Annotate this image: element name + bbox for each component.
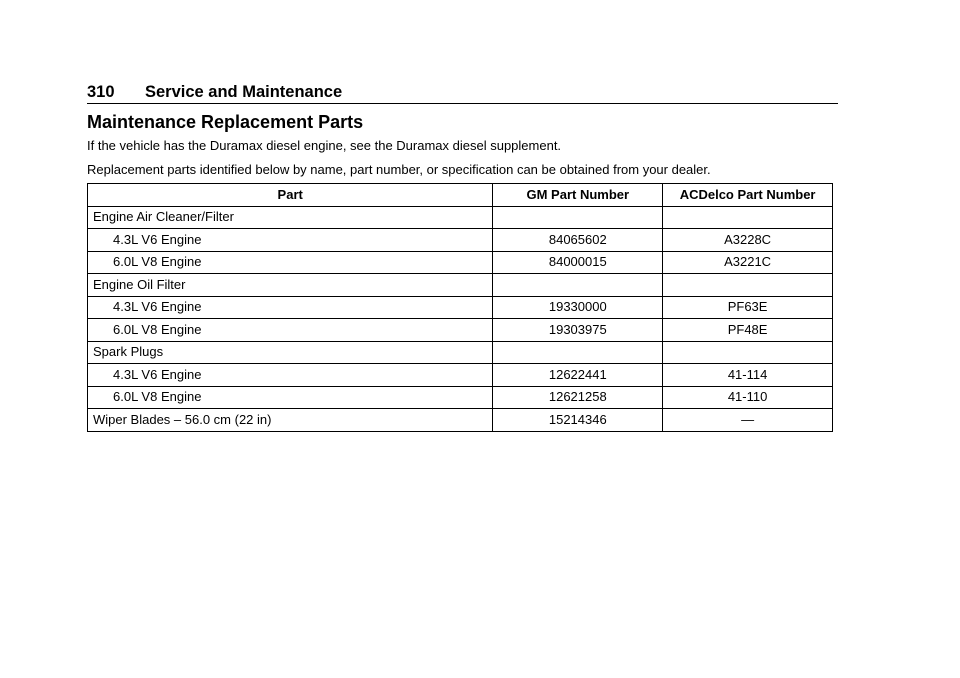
gm-part-number: 84000015 [493, 251, 663, 274]
acdelco-part-number: 41-110 [663, 386, 833, 409]
part-name: Wiper Blades – 56.0 cm (22 in) [88, 409, 493, 432]
part-name: 4.3L V6 Engine [88, 364, 493, 387]
header-part: Part [88, 184, 493, 207]
page-number: 310 [87, 83, 115, 101]
acdelco-part-number [663, 341, 833, 364]
table-row [88, 364, 833, 387]
part-name: 4.3L V6 Engine [88, 229, 493, 252]
table-row [88, 319, 833, 342]
acdelco-part-number: PF48E [663, 319, 833, 342]
gm-part-number [493, 274, 663, 297]
table-row [88, 386, 833, 409]
acdelco-part-number: 41-114 [663, 364, 833, 387]
part-name: 6.0L V8 Engine [88, 386, 493, 409]
acdelco-part-number: PF63E [663, 296, 833, 319]
parts-table [87, 183, 833, 432]
table-row [88, 229, 833, 252]
acdelco-part-number [663, 206, 833, 229]
table-row [88, 341, 833, 364]
part-name: 4.3L V6 Engine [88, 296, 493, 319]
part-name: Engine Oil Filter [88, 274, 493, 297]
acdelco-part-number: A3221C [663, 251, 833, 274]
table-row [88, 274, 833, 297]
table-row [88, 409, 833, 432]
acdelco-part-number [663, 274, 833, 297]
table-row [88, 251, 833, 274]
gm-part-number: 12621258 [493, 386, 663, 409]
gm-part-number [493, 341, 663, 364]
dealer-paragraph: Replacement parts identified below by name, part number, or specification can be obtained from your dealer. [87, 162, 711, 177]
acdelco-part-number: A3228C [663, 229, 833, 252]
page-title: Maintenance Replacement Parts [87, 112, 364, 132]
gm-part-number: 19330000 [493, 296, 663, 319]
table-row [88, 206, 833, 229]
header-acdelco-part-number: ACDelco Part Number [663, 184, 833, 207]
acdelco-part-number: — [663, 409, 833, 432]
header-gm-part-number: GM Part Number [493, 184, 663, 207]
section-name: Service and Maintenance [145, 83, 343, 101]
gm-part-number: 12622441 [493, 364, 663, 387]
part-name: 6.0L V8 Engine [88, 251, 493, 274]
gm-part-number: 84065602 [493, 229, 663, 252]
intro-paragraph: If the vehicle has the Duramax diesel engine, see the Duramax diesel supplement. [87, 138, 562, 153]
gm-part-number: 15214346 [493, 409, 663, 432]
part-name: 6.0L V8 Engine [88, 319, 493, 342]
table-header-row [88, 184, 833, 207]
page-header [87, 82, 838, 104]
gm-part-number [493, 206, 663, 229]
part-name: Engine Air Cleaner/Filter [88, 206, 493, 229]
part-name: Spark Plugs [88, 341, 493, 364]
table-row [88, 296, 833, 319]
gm-part-number: 19303975 [493, 319, 663, 342]
